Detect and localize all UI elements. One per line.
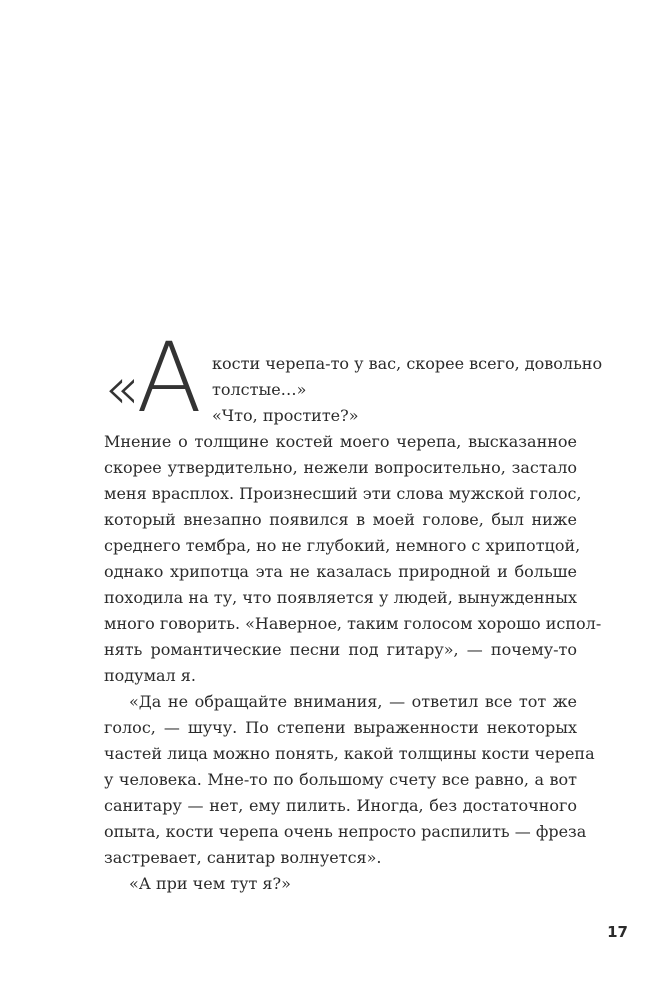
text-line: санитару — нет, ему пилить. Иногда, без достаточного — [104, 796, 577, 815]
text-line: толстые…» — [212, 380, 307, 399]
text-line: голос, — шучу. По степени выраженности некоторых — [104, 718, 577, 737]
text-line: Мнение о толщине костей моего черепа, высказанное — [104, 432, 577, 451]
page-number: 17 — [607, 923, 628, 941]
drop-cap — [104, 322, 202, 434]
text-line: много говорить. «Наверное, таким голосом хорошо испол- — [104, 614, 602, 633]
text-line: подумал я. — [104, 666, 196, 685]
text-line: однако хрипотца эта не казалась природной и больше — [104, 562, 577, 581]
text-line: походила на ту, что появляется у людей, вынужденных — [104, 588, 577, 607]
text-line: меня врасплох. Произнесший эти слова мужской голос, — [104, 484, 582, 503]
text-line: «Да не обращайте внимания, — ответил все тот же — [129, 692, 577, 711]
text-line: скорее утвердительно, нежели вопросительно, застало — [104, 458, 577, 477]
text-line: у человека. Мне-то по большому счету все равно, а вот — [104, 770, 577, 789]
text-line: опыта, кости черепа очень непросто распилить — фреза — [104, 822, 587, 841]
drop-cap-letter: А — [136, 322, 202, 434]
text-line: частей лица можно понять, какой толщины кости черепа — [104, 744, 595, 763]
text-line: «А при чем тут я?» — [129, 874, 291, 893]
text-line: «Что, простите?» — [212, 406, 359, 425]
text-line: который внезапно появился в моей голове, был ниже — [104, 510, 577, 529]
drop-cap-quote: « — [104, 355, 131, 424]
text-line: застревает, санитар волнуется». — [104, 848, 382, 867]
text-line: нять романтические песни под гитару», — почему-то — [104, 640, 577, 659]
text-line: кости черепа-то у вас, скорее всего, довольно — [212, 354, 603, 373]
text-line: среднего тембра, но не глубокий, немного с хрипотцой, — [104, 536, 581, 555]
